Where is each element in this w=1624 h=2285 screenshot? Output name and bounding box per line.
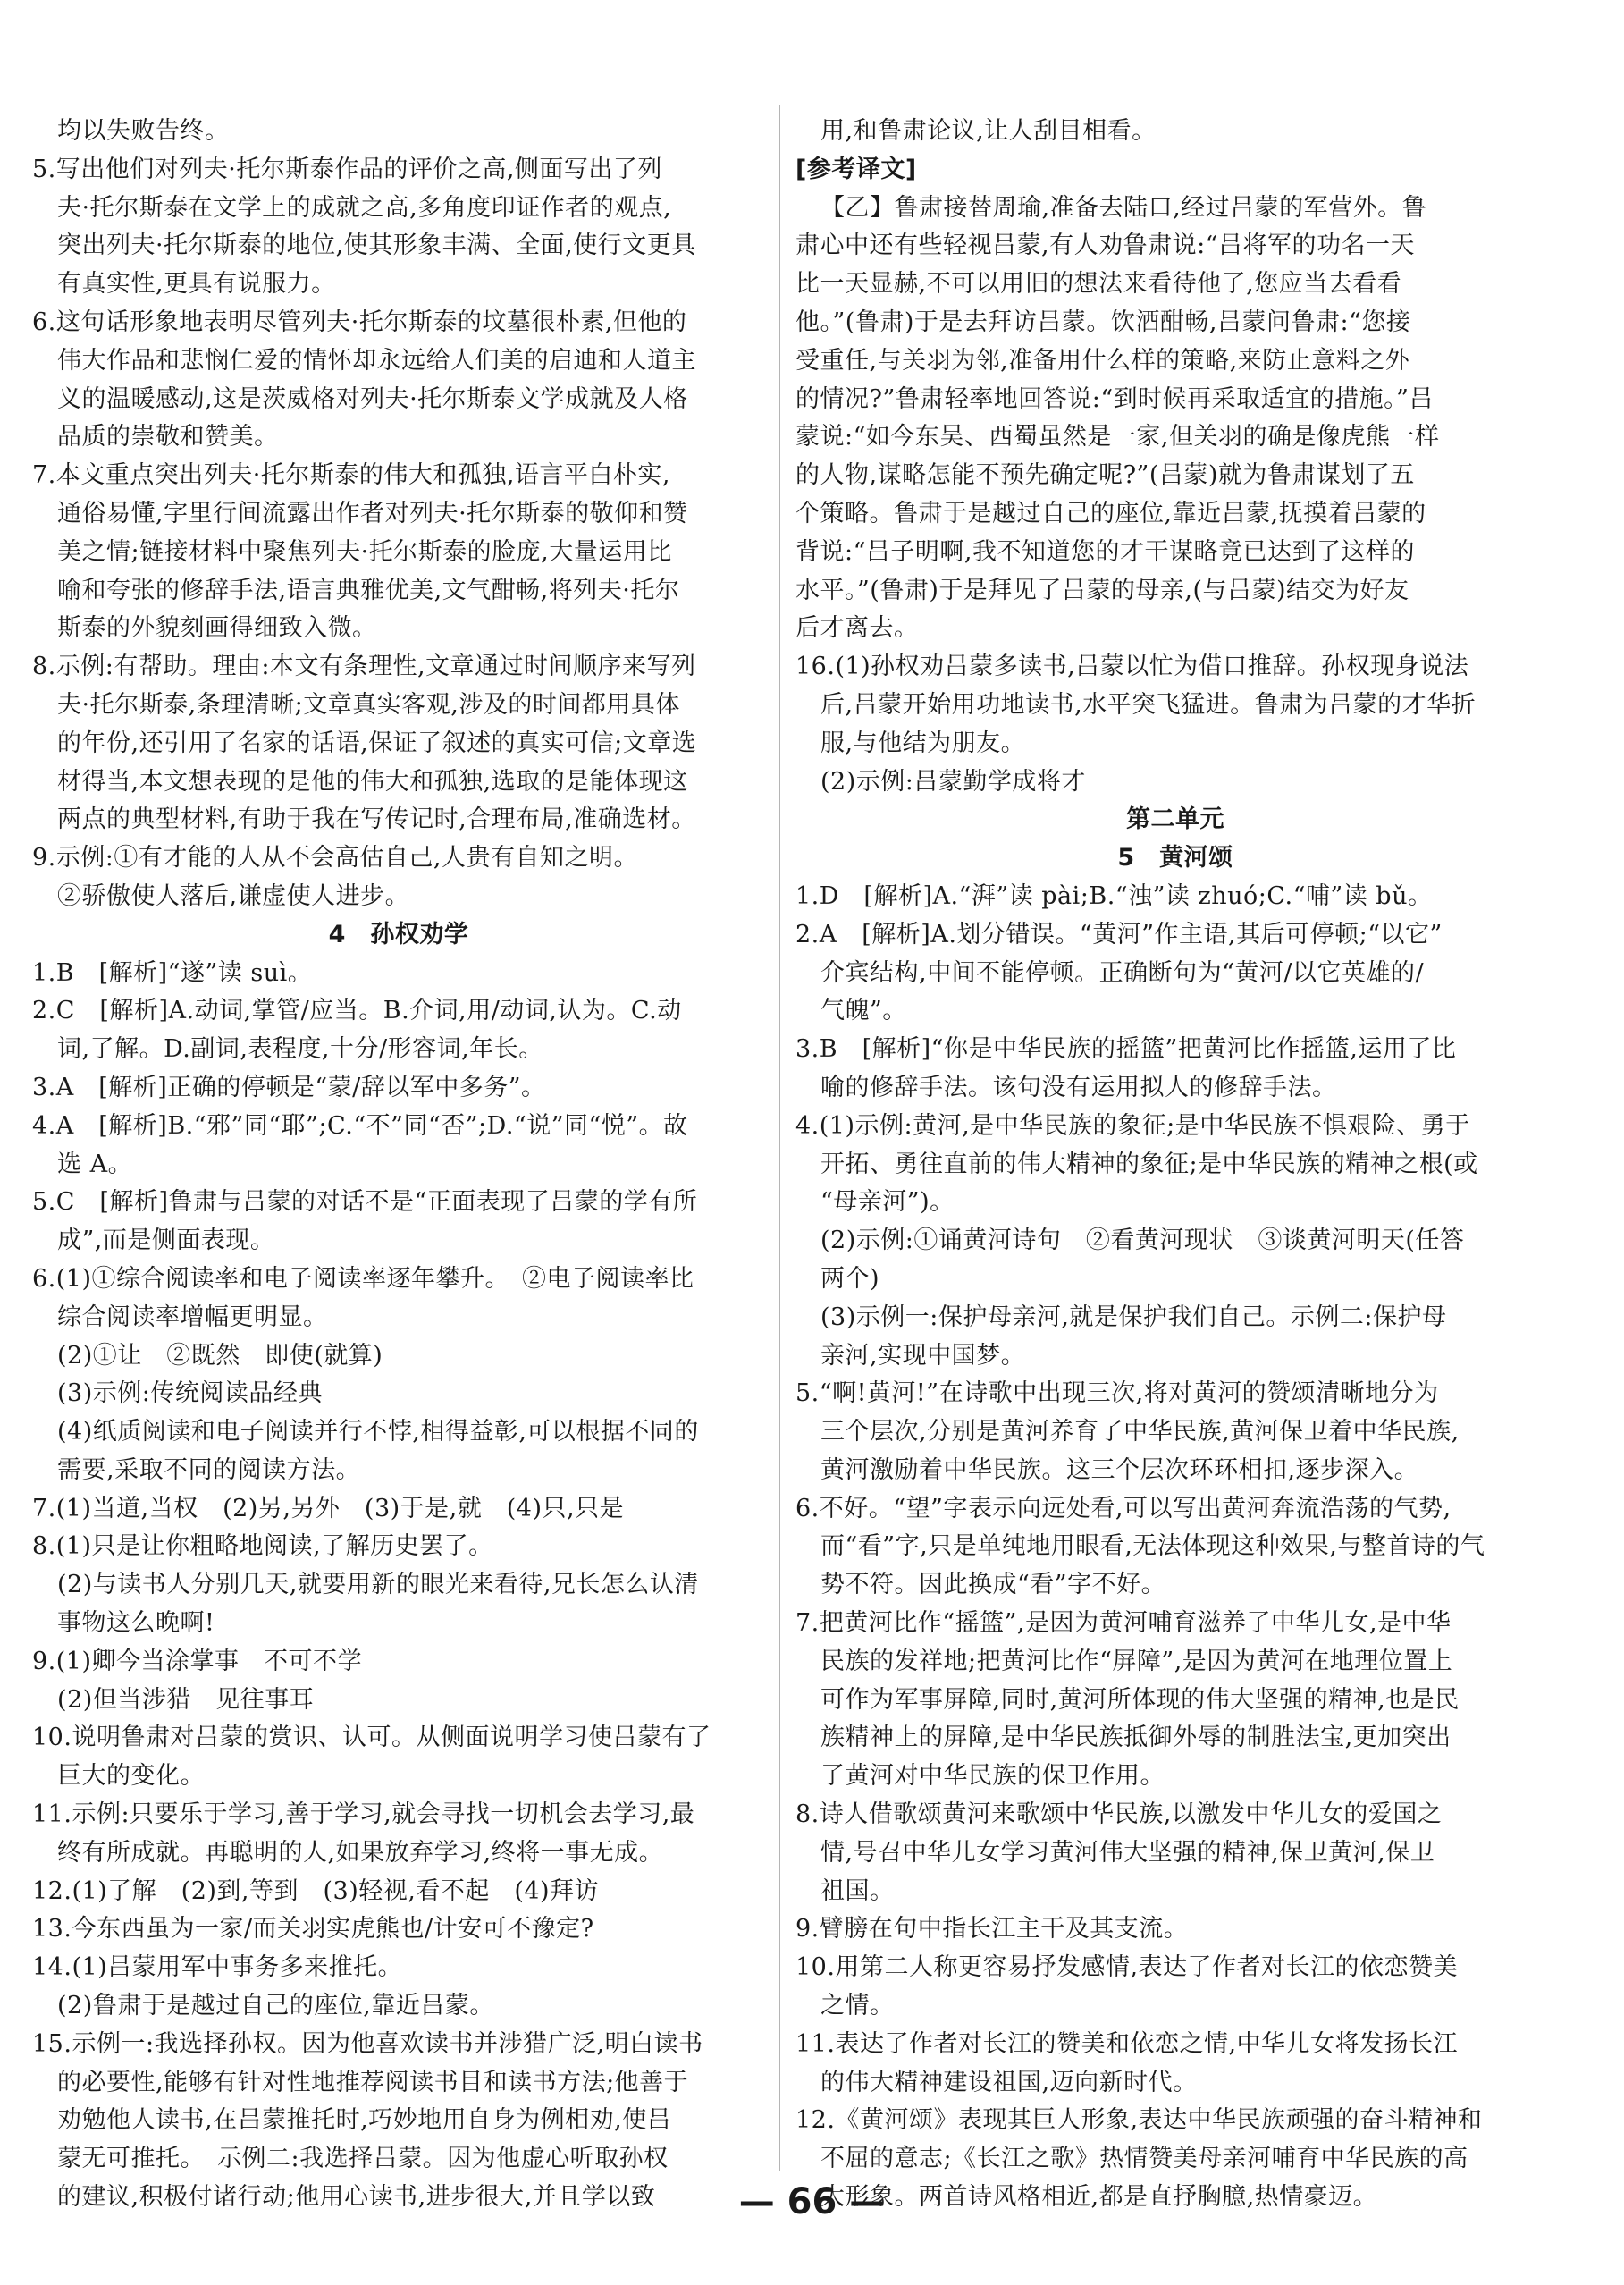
column-divider — [779, 105, 780, 2171]
section-heading: 第二单元 — [1126, 805, 1224, 834]
text-line: 两点的典型材料,有助于我在写传记时,合理布局,准确选材。 — [57, 805, 696, 834]
text-line: 8.诗人借歌颂黄河来歌颂中华民族,以激发中华儿女的爱国之 — [795, 1800, 1443, 1829]
text-line: 夫·托尔斯泰在文学上的成就之高,多角度印证作者的观点, — [57, 193, 672, 222]
text-line: 祖国。 — [820, 1876, 895, 1905]
left-column — [32, 113, 765, 2217]
text-line: 1.B [解析]“遂”读 suì。 — [32, 958, 313, 987]
text-line: 13.今东西虽为一家/而关羽实虎熊也/计安可不豫定? — [32, 1915, 594, 1944]
text-line: 6.不好。“望”字表示向远处看,可以写出黄河奔流浩荡的气势, — [795, 1494, 1452, 1522]
text-line: 成”,而是侧面表现。 — [57, 1227, 275, 1255]
text-line: 均以失败告终。 — [57, 117, 230, 145]
text-line: 他。”(鲁肃)于是去拜访吕蒙。饮酒酣畅,吕蒙问鲁肃:“您接 — [795, 308, 1411, 336]
text-line: 可作为军事屏障,同时,黄河所体现的伟大坚强的精神,也是民 — [820, 1685, 1460, 1714]
text-line: 11.示例:只要乐于学习,善于学习,就会寻找一切机会去学习,最 — [32, 1800, 695, 1829]
text-line: 选 A。 — [57, 1150, 133, 1178]
text-line: 受重任,与关羽为邻,准备用什么样的策略,来防止意料之外 — [795, 346, 1410, 375]
text-line: 介宾结构,中间不能停顿。正确断句为“黄河/以它英雄的/ — [820, 958, 1425, 987]
text-line: 【乙】鲁肃接替周瑜,准备去陆口,经过吕蒙的军营外。鲁 — [820, 193, 1427, 222]
text-line: 的年份,还引用了名家的话语,保证了叙述的真实可信;文章选 — [57, 729, 697, 757]
text-line: 8.(1)只是让你粗略地阅读,了解历史罢了。 — [32, 1532, 493, 1561]
text-line: 势不符。因此换成“看”字不好。 — [820, 1571, 1166, 1599]
text-line: 10.用第二人称更容易抒发感情,表达了作者对长江的依恋赞美 — [795, 1953, 1459, 1982]
text-line: 2.C [解析]A.动词,掌管/应当。B.介词,用/动词,认为。C.动 — [32, 997, 682, 1025]
text-line: ②骄傲使人落后,谦虚使人进步。 — [57, 881, 410, 910]
text-line: (3)示例一:保护母亲河,就是保护我们自己。示例二:保护母 — [820, 1303, 1447, 1331]
text-line: 之情。 — [820, 1992, 895, 2020]
text-line: 后才离去。 — [795, 614, 919, 643]
text-line: 1.D [解析]A.“湃”读 pài;B.“浊”读 zhuó;C.“哺”读 bǔ。 — [795, 881, 1433, 910]
text-line: 斯泰的外貌刻画得细致入微。 — [57, 614, 377, 643]
text-line: 不屈的意志;《长江之歌》热情赞美母亲河哺育中华民族的高 — [820, 2145, 1468, 2173]
text-line: [参考译文] — [795, 155, 917, 183]
text-line: 3.A [解析]正确的停顿是“蒙/辞以军中多务”。 — [32, 1073, 546, 1101]
text-line: 喻的修辞手法。该句没有运用拟人的修辞手法。 — [820, 1073, 1337, 1101]
text-line: 劝勉他人读书,在吕蒙推托时,巧妙地用自身为例相劝,使吕 — [57, 2106, 672, 2135]
text-line: 的伟大精神建设祖国,迈向新时代。 — [820, 2068, 1198, 2096]
text-line: 的建议,积极付诸行动;他用心读书,进步很大,并且学以致 — [57, 2183, 656, 2212]
text-line: 6.(1)①综合阅读率和电子阅读率逐年攀升。 ②电子阅读率比 — [32, 1264, 694, 1293]
text-line: (2)鲁肃于是越过自己的座位,靠近吕蒙。 — [57, 1992, 494, 2020]
text-line: 服,与他结为朋友。 — [820, 729, 1026, 757]
text-line: 伟大作品和悲悯仁爱的情怀却永远给人们美的启迪和人道主 — [57, 346, 696, 375]
text-line: 肃心中还有些轻视吕蒙,有人劝鲁肃说:“吕将军的功名一天 — [795, 232, 1415, 260]
text-line: 16.(1)孙权劝吕蒙多读书,吕蒙以忙为借口推辞。孙权现身说法 — [795, 653, 1469, 681]
text-line: 7.(1)当道,当权 (2)另,另外 (3)于是,就 (4)只,只是 — [32, 1494, 625, 1522]
text-line: 有真实性,更具有说服力。 — [57, 270, 336, 299]
text-line: (2)①让 ②既然 即使(就算) — [57, 1341, 383, 1370]
text-line: 突出列夫·托尔斯泰的地位,使其形象丰满、全面,使行文更具 — [57, 232, 696, 260]
text-line: 4.A [解析]B.“邪”同“耶”;C.“不”同“否”;D.“说”同“悦”。故 — [32, 1111, 688, 1140]
text-line: “母亲河”)。 — [820, 1188, 955, 1217]
text-line: 5.C [解析]鲁肃与吕蒙的对话不是“正面表现了吕蒙的学有所 — [32, 1188, 698, 1217]
text-line: 个策略。鲁肃于是越过自己的座位,靠近吕蒙,抚摸着吕蒙的 — [795, 499, 1426, 527]
text-line: 的必要性,能够有针对性地推荐阅读书目和读书方法;他善于 — [57, 2068, 689, 2096]
text-line: 的人物,谋略怎能不预先确定呢?”(吕蒙)就为鲁肃谋划了五 — [795, 461, 1415, 490]
text-line: 通俗易懂,字里行间流露出作者对列夫·托尔斯泰的敬仰和赞 — [57, 499, 688, 527]
text-line: 美之情;链接材料中聚焦列夫·托尔斯泰的脸庞,大量运用比 — [57, 537, 672, 566]
text-line: 亲河,实现中国梦。 — [820, 1341, 1026, 1370]
text-line: 情,号召中华儿女学习黄河伟大坚强的精神,保卫黄河,保卫 — [820, 1838, 1435, 1867]
text-line: 材得当,本文想表现的是他的伟大和孤独,选取的是能体现这 — [57, 767, 688, 796]
text-line: 蒙说:“如今东吴、西蜀虽然是一家,但关羽的确是像虎熊一样 — [795, 423, 1440, 451]
text-line: 5.“啊!黄河!”在诗歌中出现三次,将对黄河的赞颂清晰地分为 — [795, 1379, 1439, 1408]
text-line: (2)示例:①诵黄河诗句 ②看黄河现状 ③谈黄河明天(任答 — [820, 1227, 1465, 1255]
text-line: 民族的发祥地;把黄河比作“屏障”,是因为黄河在地理位置上 — [820, 1647, 1453, 1675]
text-line: 11.表达了作者对长江的赞美和依恋之情,中华儿女将发扬长江 — [795, 2029, 1459, 2058]
text-line: 巨大的变化。 — [57, 1762, 205, 1791]
text-line: 了黄河对中华民族的保卫作用。 — [820, 1762, 1165, 1791]
text-line: 5.写出他们对列夫·托尔斯泰作品的评价之高,侧面写出了列 — [32, 155, 662, 183]
text-line: 15.示例一:我选择孙权。因为他喜欢读书并涉猎广泛,明白读书 — [32, 2029, 703, 2058]
text-line: 词,了解。D.副词,表程度,十分/形容词,年长。 — [57, 1035, 543, 1064]
text-line: (2)但当涉猎 见往事耳 — [57, 1685, 315, 1714]
text-line: 义的温暖感动,这是茨威格对列夫·托尔斯泰文学成就及人格 — [57, 384, 688, 413]
text-line: 背说:“吕子明啊,我不知道您的才干谋略竟已达到了这样的 — [795, 537, 1415, 566]
text-line: 用,和鲁肃论议,让人刮目相看。 — [820, 117, 1157, 145]
text-line: (3)示例:传统阅读品经典 — [57, 1379, 323, 1408]
text-line: (4)纸质阅读和电子阅读并行不悖,相得益彰,可以根据不同的 — [57, 1418, 699, 1446]
text-line: 品质的崇敬和赞美。 — [57, 423, 279, 451]
text-line: 大形象。两首诗风格相近,都是直抒胸臆,热情豪迈。 — [820, 2183, 1378, 2212]
section-heading: 4 孙权劝学 — [328, 920, 469, 949]
text-line: 9.臂膀在句中指长江主干及其支流。 — [795, 1915, 1189, 1944]
text-line: 黄河激励着中华民族。这三个层次环环相扣,逐步深入。 — [820, 1455, 1419, 1484]
text-line: 综合阅读率增幅更明显。 — [57, 1303, 328, 1331]
text-line: 12.(1)了解 (2)到,等到 (3)轻视,看不起 (4)拜访 — [32, 1876, 600, 1905]
text-line: 夫·托尔斯泰,条理清晰;文章真实客观,涉及的时间都用具体 — [57, 690, 680, 719]
text-line: 族精神上的屏障,是中华民族抵御外辱的制胜法宝,更加突出 — [820, 1724, 1452, 1752]
text-line: (2)示例:吕蒙勤学成将才 — [820, 767, 1086, 796]
text-line: 三个层次,分别是黄河养育了中华民族,黄河保卫着中华民族, — [820, 1418, 1460, 1446]
text-line: 6.这句话形象地表明尽管列夫·托尔斯泰的坟墓很朴素,但他的 — [32, 308, 687, 336]
text-line: 9.(1)卿今当涂掌事 不可不学 — [32, 1647, 363, 1675]
text-line: 需要,采取不同的阅读方法。 — [57, 1455, 361, 1484]
text-line: 而“看”字,只是单纯地用眼看,无法体现这种效果,与整首诗的气 — [820, 1532, 1485, 1561]
text-line: 后,吕蒙开始用功地读书,水平突飞猛进。鲁肃为吕蒙的才华折 — [820, 690, 1477, 719]
text-line: 比一天显赫,不可以用旧的想法来看待他了,您应当去看看 — [795, 270, 1402, 299]
text-line: 终有所成就。再聪明的人,如果放弃学习,终将一事无成。 — [57, 1838, 664, 1867]
text-line: 的情况?”鲁肃轻率地回答说:“到时候再采取适宜的措施。”吕 — [795, 384, 1434, 413]
text-line: 9.示例:①有才能的人从不会高估自己,人贵有自知之明。 — [32, 844, 638, 873]
text-line: 蒙无可推托。 示例二:我选择吕蒙。因为他虚心听取孙权 — [57, 2145, 669, 2173]
text-line: 水平。”(鲁肃)于是拜见了吕蒙的母亲,(与吕蒙)结交为好友 — [795, 576, 1409, 604]
text-line: 2.A [解析]A.划分错误。“黄河”作主语,其后可停顿;“以它” — [795, 920, 1443, 949]
page-number: — 66 — — [738, 2181, 886, 2222]
text-line: 气魄”。 — [820, 997, 907, 1025]
right-column — [795, 113, 1555, 2217]
text-line: 两个) — [820, 1264, 880, 1293]
section-heading: 5 黄河颂 — [1117, 844, 1233, 873]
text-line: 开拓、勇往直前的伟大精神的象征;是中华民族的精神之根(或 — [820, 1150, 1478, 1178]
text-line: 7.本文重点突出列夫·托尔斯泰的伟大和孤独,语言平白朴实, — [32, 461, 671, 490]
text-line: 4.(1)示例:黄河,是中华民族的象征;是中华民族不惧艰险、勇于 — [795, 1111, 1470, 1140]
text-line: 事物这么晚啊! — [57, 1609, 215, 1638]
text-line: 10.说明鲁肃对吕蒙的赏识、认可。从侧面说明学习使吕蒙有了 — [32, 1724, 711, 1752]
text-line: (2)与读书人分别几天,就要用新的眼光来看待,兄长怎么认清 — [57, 1571, 699, 1599]
text-line: 7.把黄河比作“摇篮”,是因为黄河哺育滋养了中华儿女,是中华 — [795, 1609, 1452, 1638]
text-line: 8.示例:有帮助。理由:本文有条理性,文章通过时间顺序来写列 — [32, 653, 696, 681]
text-line: 喻和夸张的修辞手法,语言典雅优美,文气酣畅,将列夫·托尔 — [57, 576, 680, 604]
text-line: 12.《黄河颂》表现其巨人形象,表达中华民族顽强的奋斗精神和 — [795, 2106, 1483, 2135]
text-line: 3.B [解析]“你是中华民族的摇篮”把黄河比作摇篮,运用了比 — [795, 1035, 1457, 1064]
text-line: 14.(1)吕蒙用军中事务多来推托。 — [32, 1953, 403, 1982]
